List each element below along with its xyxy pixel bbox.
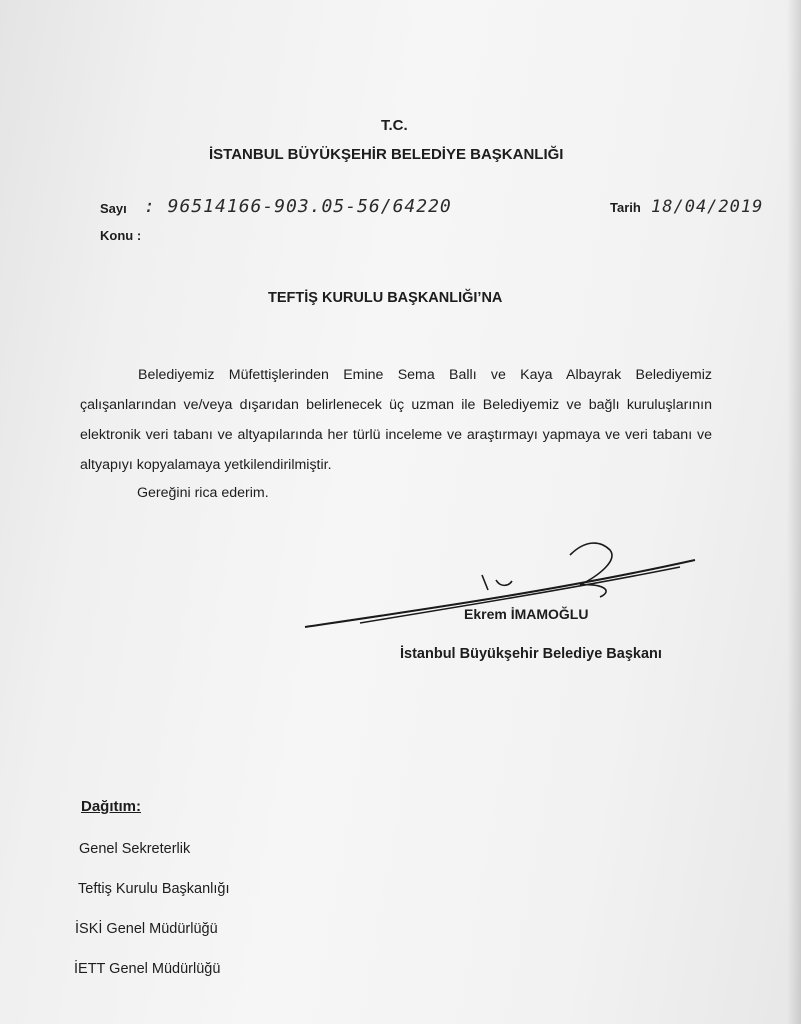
tarih-value: 18/04/2019 — [651, 197, 764, 217]
signatory-title: İstanbul Büyükşehir Belediye Başkanı — [400, 646, 662, 662]
signatory-name: Ekrem İMAMOĞLU — [464, 606, 589, 622]
distribution-item: İSKİ Genel Müdürlüğü — [75, 921, 218, 937]
sayi-value: : 96514166-903.05-56/64220 — [144, 196, 452, 217]
distribution-item: İETT Genel Müdürlüğü — [74, 961, 221, 977]
body-paragraph: Belediyemiz Müfettişlerinden Emine Sema Ballı ve Kaya Albayrak Belediyemiz çalışanlarından ve/veya dışarıdan belirlenecek üç uzman ile Belediyemiz ve bağlı kuruluşlarının elektronik veri tabanı ve altyapılarında her türlü inceleme ve araştırmayı yapmaya ve veri tabanı ve altyapıyı kopyalamaya yetkilendirilmiştir. — [80, 367, 712, 473]
header-institution: İSTANBUL BÜYÜKŞEHİR BELEDİYE BAŞKANLIĞI — [209, 146, 564, 163]
signature-loop — [570, 543, 612, 597]
recipient-heading: TEFTİŞ KURULU BAŞKANLIĞI’NA — [268, 290, 503, 306]
distribution-item: Teftiş Kurulu Başkanlığı — [78, 881, 230, 897]
page-edge-shadow — [787, 0, 801, 1024]
distribution-item: Genel Sekreterlik — [79, 841, 191, 857]
distribution-heading: Dağıtım: — [81, 798, 141, 815]
signature-mark-left — [482, 575, 512, 590]
tarih-label: Tarih — [610, 200, 641, 215]
konu-label: Konu : — [100, 228, 142, 243]
header-tc: T.C. — [381, 117, 408, 134]
closing-text: Gereğini rica ederim. — [137, 485, 269, 501]
sayi-label: Sayı — [100, 201, 127, 216]
